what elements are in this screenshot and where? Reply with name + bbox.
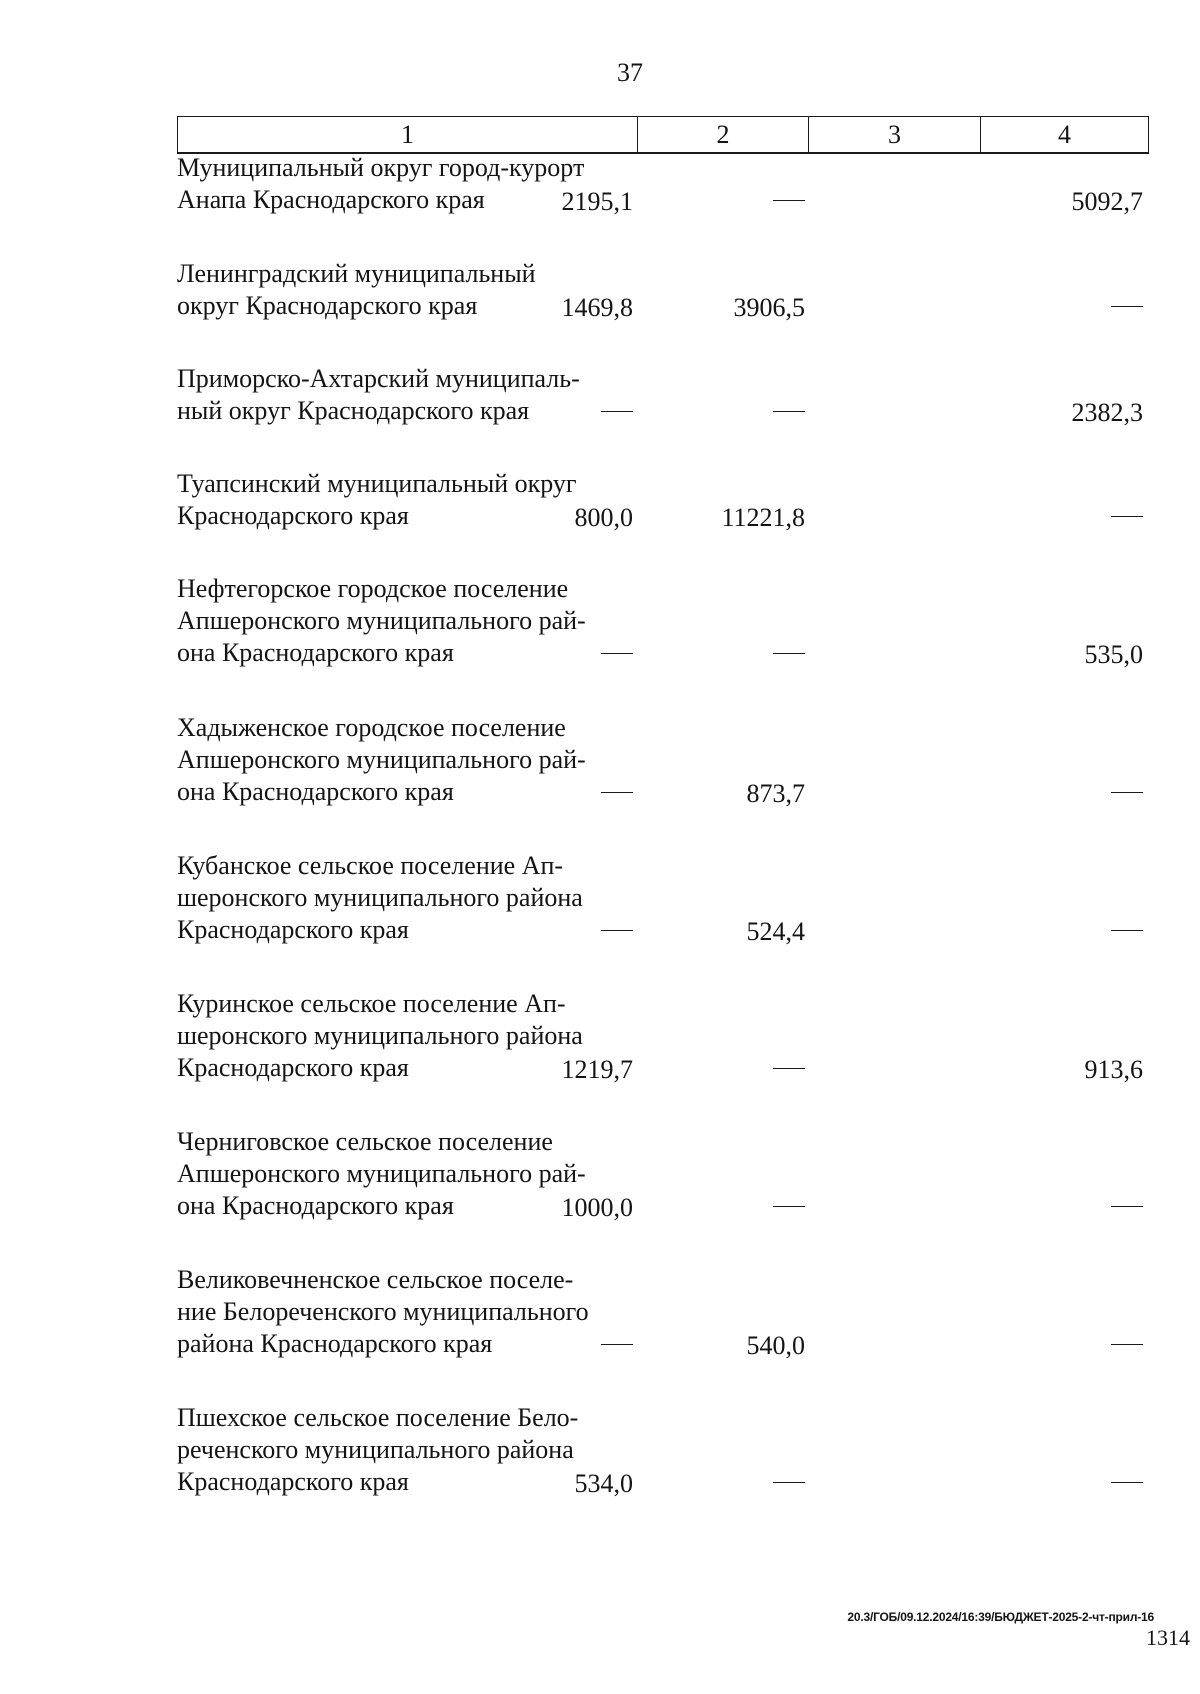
dash-mark: [773, 1068, 805, 1069]
dash-mark: [773, 1482, 805, 1483]
entity-name-line: она Краснодарского края: [177, 777, 454, 806]
table-row: [177, 1126, 1149, 1222]
value-c2: [601, 916, 633, 948]
page-number: 37: [617, 58, 643, 87]
table-row: [177, 573, 1149, 669]
entity-name: [177, 1264, 657, 1360]
value-c3: 873,7: [746, 779, 805, 808]
table-row: [177, 850, 1149, 946]
entity-name-line: Ленинградский муниципальный: [177, 259, 536, 288]
dash-mark: [1111, 792, 1143, 793]
header-cell-1: 1: [178, 117, 638, 152]
value-c3: 3906,5: [733, 293, 805, 322]
table-row: [177, 1264, 1149, 1360]
dash-mark: [1111, 930, 1143, 931]
value-c4: 913,6: [1084, 1055, 1143, 1084]
value-c3: [773, 397, 805, 429]
value-c4: 2382,3: [1071, 398, 1143, 427]
table-row: [177, 988, 1149, 1084]
entity-name-line: Нефтегорское городское поселение: [177, 574, 569, 603]
entity-name-line: Краснодарского края: [177, 501, 409, 530]
entity-name-line: Анапа Краснодарского края: [177, 185, 485, 214]
dash-mark: [601, 792, 633, 793]
entity-name-line: района Краснодарского края: [177, 1329, 493, 1358]
entity-name-line: она Краснодарского края: [177, 1191, 454, 1220]
value-c2: [601, 639, 633, 671]
value-c2: 1000,0: [561, 1193, 633, 1222]
dash-mark: [773, 200, 805, 201]
value-c4: [1111, 502, 1143, 534]
entity-name-line: Апшеронского муниципального рай-: [177, 606, 586, 635]
entity-name-line: ние Белореченского муниципального: [177, 1297, 589, 1326]
value-c2: 1219,7: [561, 1055, 633, 1084]
entity-name: [177, 850, 657, 946]
entity-name-line: Хадыженское городское поселение: [177, 713, 566, 742]
dash-mark: [601, 930, 633, 931]
entity-name-line: реченского муниципального района: [177, 1435, 574, 1464]
dash-mark: [773, 653, 805, 654]
value-c2: [601, 778, 633, 810]
entity-name: [177, 573, 657, 669]
value-c3: [773, 1468, 805, 1500]
value-c2: 1469,8: [561, 293, 633, 322]
entity-name-line: Туапсинский муниципальный округ: [177, 469, 577, 498]
value-c4: 5092,7: [1071, 187, 1143, 216]
dash-mark: [773, 1206, 805, 1207]
dash-mark: [601, 1344, 633, 1345]
table-row: [177, 1402, 1149, 1498]
dash-mark: [601, 653, 633, 654]
dash-mark: [1111, 516, 1143, 517]
value-c2: [601, 1330, 633, 1362]
value-c3: [773, 1192, 805, 1224]
entity-name-line: Краснодарского края: [177, 1053, 409, 1082]
entity-name-line: Апшеронского муниципального рай-: [177, 745, 586, 774]
entity-name-line: Великовечненское сельское поселе-: [177, 1265, 574, 1294]
value-c2: 534,0: [574, 1469, 633, 1498]
dash-mark: [1111, 1344, 1143, 1345]
table-row: [177, 712, 1149, 808]
document-stamp: 20.3/ГОБ/09.12.2024/16:39/БЮДЖЕТ-2025-2-чт-прил-16: [847, 1610, 1154, 1624]
table-row: [177, 363, 1149, 427]
table-row: [177, 152, 1149, 216]
sheet-number: 1314: [1146, 1625, 1190, 1650]
value-c3: [773, 639, 805, 671]
value-c4: [1111, 1330, 1143, 1362]
value-c2: 800,0: [574, 503, 633, 532]
entity-name-line: ный округ Краснодарского края: [177, 396, 530, 425]
entity-name-line: Куринское сельское поселение Ап-: [177, 989, 566, 1018]
value-c3: [773, 186, 805, 218]
value-c2: 2195,1: [561, 187, 633, 216]
value-c3: [773, 1054, 805, 1086]
entity-name-line: Муниципальный округ город-курорт: [177, 153, 585, 182]
entity-name-line: Апшеронского муниципального рай-: [177, 1159, 586, 1188]
value-c4: [1111, 778, 1143, 810]
entity-name-line: Черниговское сельское поселение: [177, 1127, 553, 1156]
value-c4: [1111, 1192, 1143, 1224]
dash-mark: [1111, 306, 1143, 307]
entity-name-line: она Краснодарского края: [177, 638, 454, 667]
entity-name-line: Краснодарского края: [177, 1467, 409, 1496]
entity-name-line: Приморско-Ахтарский муниципаль-: [177, 364, 580, 393]
value-c4: [1111, 292, 1143, 324]
entity-name: [177, 712, 657, 808]
value-c4: [1111, 1468, 1143, 1500]
dash-mark: [601, 411, 633, 412]
entity-name-line: округ Краснодарского края: [177, 291, 478, 320]
header-cell-2: 2: [638, 117, 809, 152]
value-c3: 524,4: [746, 917, 805, 946]
table-row: [177, 258, 1149, 322]
entity-name-line: Кубанское сельское поселение Ап-: [177, 851, 564, 880]
value-c2: [601, 397, 633, 429]
entity-name-line: Пшехское сельское поселение Бело-: [177, 1403, 579, 1432]
value-c3: 540,0: [746, 1331, 805, 1360]
entity-name-line: шеронского муниципального района: [177, 1021, 583, 1050]
entity-name-line: Краснодарского края: [177, 915, 409, 944]
value-c4: 535,0: [1084, 640, 1143, 669]
dash-mark: [1111, 1206, 1143, 1207]
table-row: [177, 468, 1149, 532]
dash-mark: [773, 411, 805, 412]
table-header: [177, 116, 1149, 154]
entity-name: [177, 363, 657, 427]
dash-mark: [1111, 1482, 1143, 1483]
header-cell-4: 4: [1058, 119, 1071, 149]
value-c3: 11221,8: [721, 503, 805, 532]
value-c4: [1111, 916, 1143, 948]
header-cell-3: 3: [809, 117, 981, 152]
entity-name-line: шеронского муниципального района: [177, 883, 583, 912]
